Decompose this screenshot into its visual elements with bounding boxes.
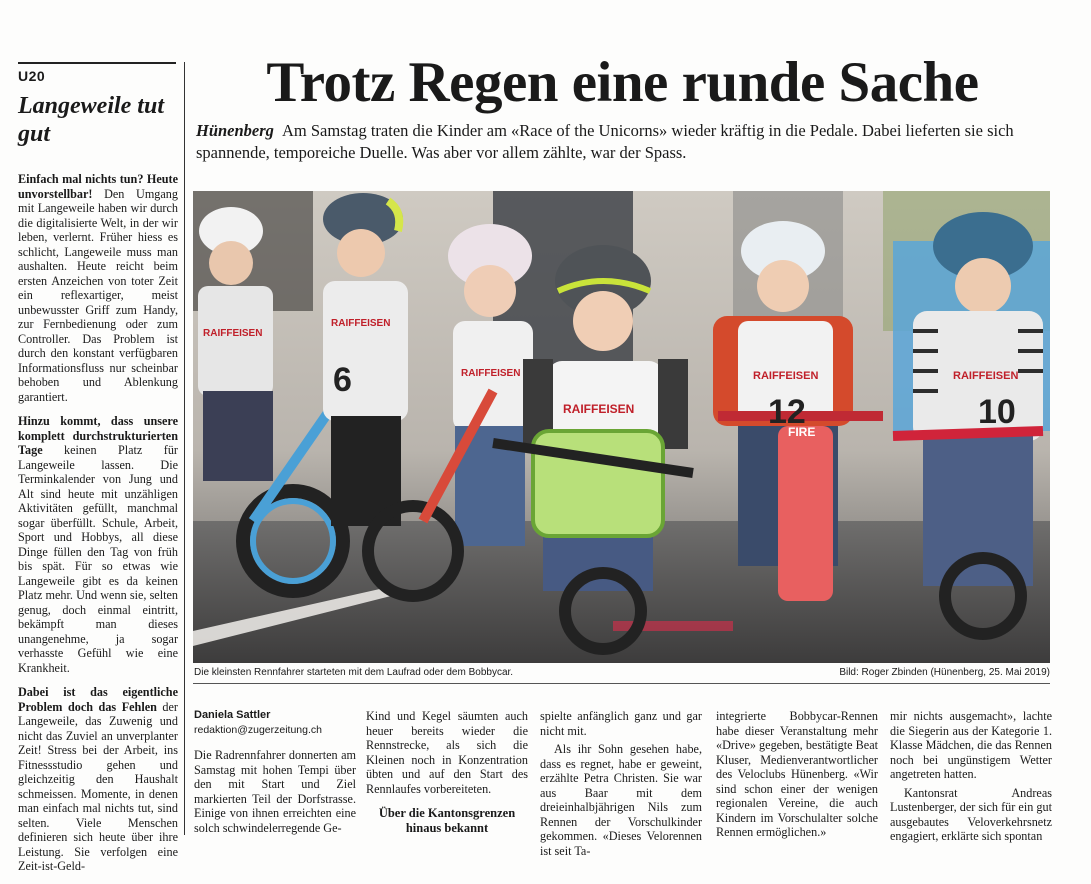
col5-text: mir nichts ausgemacht», lachte die Siegerin aus der Kategorie 1. Klasse Mädchen, die das Rennen noch bei ungünstigem Wetter angetreten hatten. — [890, 709, 1052, 781]
left-p1-lead: Einfach mal nichts tun? Heute unvorstellbar! — [18, 172, 178, 201]
col4-text: integrierte Bobbycar-Rennen habe dieser Veranstaltung mehr «Drive» gegeben, bestätigte Beat Kluser, Medienverantwortlicher des Veloclubs Hünenberg. «Wir sind schon einer der wenigen regionalen Vereine, die auch Kindern im Vorschulalter solche Rennen ermöglichen.» — [716, 709, 878, 839]
bib-number-1: 6 — [333, 361, 352, 399]
headline: Trotz Regen eine runde Sache — [266, 51, 979, 114]
rubric-label: U20 — [18, 68, 46, 84]
author-name: Daniela Sattler — [194, 709, 271, 721]
bib-label-1: RAIFFEISEN — [203, 328, 263, 339]
body-column-3 — [540, 709, 702, 868]
col1-text: Die Radrennfahrer donnerten am Samstag mit hohen Tempi über den mit Start und Ziel markierten Teil der Dorfstrasse. Einige von ihnen erreichten eine solch schwindelerregende Ge- — [194, 748, 356, 835]
bib-label-2: RAIFFEISEN — [331, 318, 391, 329]
race-photo — [193, 191, 1050, 663]
column-divider — [184, 62, 185, 835]
left-paragraph-3 — [18, 685, 178, 874]
bib-number-2: 12 — [768, 393, 806, 431]
column-subhead: Über die Kantonsgrenzen hinaus bekannt — [378, 806, 516, 835]
left-p3-lead: Dabei ist das eigentliche Problem doch das Fehlen — [18, 685, 178, 714]
col3-text-2: Als ihr Sohn gesehen habe, dass es regnet, habe er geweint, erzählte Petra Christen. Sie war aus Baar mit dem dreieinhalbjährigen Nils zum Rennen der Vorschulkinder gekommen. «Dieses Velorennen ist seit Ta- — [540, 742, 702, 858]
bib-number-3: 10 — [978, 393, 1016, 431]
bobbycar-sign: FIRE — [788, 425, 816, 439]
body-column-1 — [194, 748, 356, 845]
bib-label-4: RAIFFEISEN — [563, 402, 635, 416]
body-column-4 — [716, 709, 878, 850]
photo-caption: Die kleinsten Rennfahrer starteten mit dem Laufrad oder dem Bobbycar. — [194, 667, 514, 678]
author-email[interactable]: redaktion@zugerzeitung.ch — [194, 724, 322, 736]
lead-text: Am Samstag traten die Kinder am «Race of the Unicorns» wieder kräftig in die Pedale. Dabei lieferten sie sich spannende, temporeiche Duelle. Was aber vor allem zählte, war der Spass. — [196, 121, 1014, 162]
caption-rule — [193, 683, 1050, 684]
lead-paragraph — [196, 120, 1049, 164]
col5-text-2: Kantonsrat Andreas Lustenberger, der sich für ein gut ausgebautes Veloverkehrsnetz engagiert, erklärte sich spontan — [890, 785, 1052, 843]
body-column-5 — [890, 709, 1052, 854]
left-paragraph-1 — [18, 172, 178, 404]
left-column-text — [18, 172, 178, 884]
photo-credit: Bild: Roger Zbinden (Hünenberg, 25. Mai 2019) — [839, 667, 1050, 678]
bib-label-5: RAIFFEISEN — [753, 370, 819, 382]
left-p3-text: der Langeweile, das Zuwenig und nicht das Zuviel an unverplanter Zeit! Stress bei der Arbeit, ins Fitnessstudio gehen und gleichzeitig den Haushalt schmeissen. Momente, in denen man einfach mal nichts tut, sind selten. Viele Menschen definieren sich heute über ihre Leistung. Sie verfolgen eine Zeit-ist-Geld- — [18, 699, 178, 873]
bib-label-3: RAIFFEISEN — [461, 368, 521, 379]
left-paragraph-2 — [18, 414, 178, 675]
column-title: Langeweile tut gut — [18, 93, 164, 147]
lead-place: Hünenberg — [196, 121, 274, 140]
left-p1-text: Den Umgang mit Langeweile haben wir durch die digitalisierte Welt, in der wir leben, verlernt. Früher hiess es schlicht, Langeweile muss man aushalten. Heute reicht beim ersten Anzeichen von toter Zeit ein reflexartiger, meist unbewusster Griff zum Handy, zur Fernbedienung oder zum Controller. Das Problem ist durch den konstant verfügbaren Informationsfluss nur scheinbar behoben und Ablenkung garantiert. — [18, 186, 178, 404]
bib-label-6: RAIFFEISEN — [953, 370, 1019, 382]
rubric-rule — [18, 62, 176, 64]
left-p2-text: keinen Platz für Langeweile lassen. Die Terminkalender von Jung und Alt sind heute mit unzähligen Aktivitäten gefüllt, manchmal sogar überfüllt. Schule, Arbeit, Sport und Hobbys, all diese Dinge füllen den Tag von früh bis spät. Für so etwas wie Langeweile gibt es da keinen Platz mehr. Und wenn sie, selten genug, doch einmal eintritt, bekämpft man dieses unangenehme, ja sogar verhasste Gefühl wie eine Krankheit. — [18, 443, 178, 675]
left-p2-lead: Hinzu kommt, dass unsere komplett durchstrukturierten Tage — [18, 414, 178, 457]
col3-text: spielte anfänglich ganz und gar nicht mit. — [540, 709, 702, 738]
col2-text: Kind und Kegel säumten auch heuer bereits wieder die Rennstrecke, als sich die Kleinen noch in Konzentration übten und auf den Start des Rennlaufes vorbereiteten. — [366, 709, 528, 796]
body-column-2 — [366, 709, 528, 836]
